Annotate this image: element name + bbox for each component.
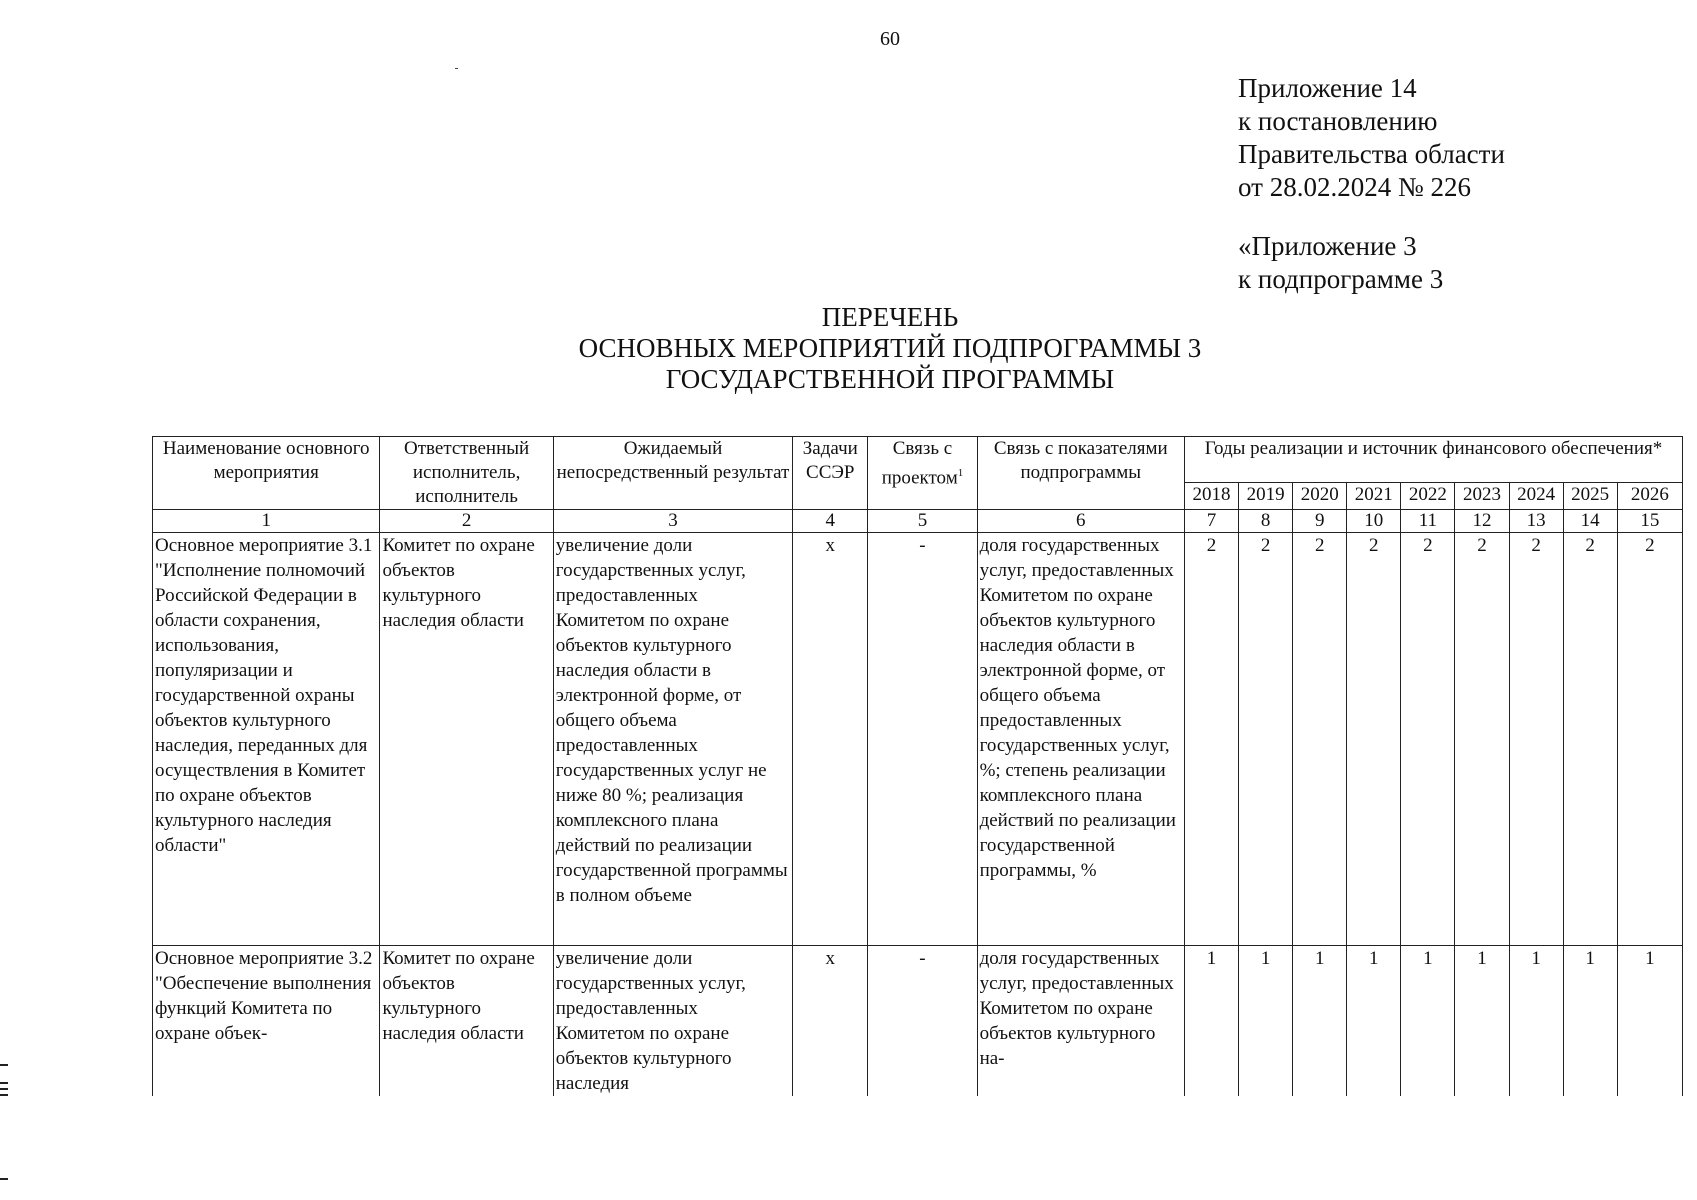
column-number: 15 [1617, 510, 1682, 533]
header-name: Наименование основного мероприятия [153, 437, 380, 510]
measure-indicators: доля государственных услуг, предоставленных Комитетом по охране объектов культурного на- [977, 946, 1184, 1097]
annex-line: «Приложение 3 [1238, 231, 1417, 261]
year-value: 1 [1617, 946, 1682, 1097]
annex-line: Приложение 14 [1238, 73, 1417, 103]
header-executor: Ответственный исполнитель, исполнитель [380, 437, 553, 510]
measure-tasks: х [793, 946, 868, 1097]
measure-result: увеличение доли государственных услуг, предоставленных Комитетом по охране объектов культурного наследия области в электронной форме, от общего объема предоставленных государственных услуг не ниже 80 %; реализация комплексного плана действий по реализации государственной программы в полном объеме [553, 533, 792, 946]
title-line: ОСНОВНЫХ МЕРОПРИЯТИЙ ПОДПРОГРАММЫ 3 [578, 333, 1202, 363]
measure-project: - [868, 533, 977, 946]
column-numbers-row [153, 510, 1683, 533]
scan-mark [0, 1082, 8, 1084]
year-header: 2026 [1617, 483, 1682, 510]
column-number: 1 [153, 510, 380, 533]
column-number: 4 [793, 510, 868, 533]
year-header: 2020 [1293, 483, 1347, 510]
column-number: 13 [1509, 510, 1563, 533]
column-number: 2 [380, 510, 553, 533]
annex-line: к подпрограмме 3 [1238, 264, 1444, 294]
column-number: 5 [868, 510, 977, 533]
year-header: 2022 [1401, 483, 1455, 510]
year-value: 1 [1455, 946, 1509, 1097]
title-line: ПЕРЕЧЕНЬ [821, 302, 959, 332]
measure-result: увеличение доли государственных услуг, предоставленных Комитетом по охране объектов культурного наследия [553, 946, 792, 1097]
scan-mark [0, 1094, 8, 1096]
year-value: 2 [1455, 533, 1509, 946]
header-project-label: Связь с проектом [881, 438, 958, 489]
column-number: 11 [1401, 510, 1455, 533]
column-number: 12 [1455, 510, 1509, 533]
column-number: 9 [1293, 510, 1347, 533]
measure-executor: Комитет по охране объектов культурного наследия области [380, 533, 553, 946]
column-number: 14 [1563, 510, 1617, 533]
scan-mark [0, 1088, 8, 1090]
table-row [153, 533, 1683, 946]
header-result: Ожидаемый непосредственный результат [553, 437, 792, 510]
header-project [868, 437, 977, 510]
footnote-marker: 1 [957, 467, 964, 479]
measures-table [152, 436, 1683, 1096]
annex-line: Правительства области [1238, 139, 1505, 169]
annex-block [1238, 72, 1505, 296]
year-value: 1 [1347, 946, 1401, 1097]
scan-mark [0, 1064, 8, 1066]
header-indicators: Связь с показателями подпрограммы [977, 437, 1184, 510]
column-number: 7 [1184, 510, 1238, 533]
page-number: 60 [880, 28, 900, 50]
column-number: 10 [1347, 510, 1401, 533]
header-tasks: Задачи ССЭР [793, 437, 868, 510]
year-value: 2 [1401, 533, 1455, 946]
measure-project: - [868, 946, 977, 1097]
year-value: 2 [1509, 533, 1563, 946]
column-number: 3 [553, 510, 792, 533]
annex-line: к постановлению [1238, 106, 1438, 136]
year-header: 2025 [1563, 483, 1617, 510]
scan-mark [0, 1178, 8, 1180]
year-value: 1 [1184, 946, 1238, 1097]
year-value: 1 [1293, 946, 1347, 1097]
table-row [153, 946, 1683, 1097]
year-value: 1 [1239, 946, 1293, 1097]
measure-indicators: доля государственных услуг, предоставленных Комитетом по охране объектов культурного наследия области в электронной форме, от общего объема предоставленных государственных услуг, %; степень реализации комплексного плана действий по реализации государственной программы, % [977, 533, 1184, 946]
year-header: 2021 [1347, 483, 1401, 510]
document-title [0, 302, 1697, 395]
year-value: 1 [1563, 946, 1617, 1097]
year-header: 2023 [1455, 483, 1509, 510]
year-value: 2 [1563, 533, 1617, 946]
year-value: 2 [1184, 533, 1238, 946]
year-value: 1 [1401, 946, 1455, 1097]
measure-executor: Комитет по охране объектов культурного наследия области [380, 946, 553, 1097]
year-value: 2 [1617, 533, 1682, 946]
measure-tasks: х [793, 533, 868, 946]
year-value: 2 [1293, 533, 1347, 946]
year-value: 1 [1509, 946, 1563, 1097]
year-header: 2024 [1509, 483, 1563, 510]
column-number: 8 [1239, 510, 1293, 533]
header-years-group: Годы реализации и источник финансового обеспечения* [1184, 437, 1682, 483]
column-number: 6 [977, 510, 1184, 533]
scan-speck [455, 68, 458, 69]
year-header: 2018 [1184, 483, 1238, 510]
measure-name: Основное мероприятие 3.2 "Обеспечение выполнения функций Комитета по охране объек- [153, 946, 380, 1097]
measure-name: Основное мероприятие 3.1 "Исполнение полномочий Российской Федерации в области сохранения, использования, популяризации и государственной охраны объектов культурного наследия, переданных для осуществления в Комитет по охране объектов культурного наследия области" [153, 533, 380, 946]
title-line: ГОСУДАРСТВЕННОЙ ПРОГРАММЫ [665, 364, 1115, 394]
annex-line: от 28.02.2024 № 226 [1238, 172, 1471, 202]
year-value: 2 [1347, 533, 1401, 946]
year-value: 2 [1239, 533, 1293, 946]
year-header: 2019 [1239, 483, 1293, 510]
